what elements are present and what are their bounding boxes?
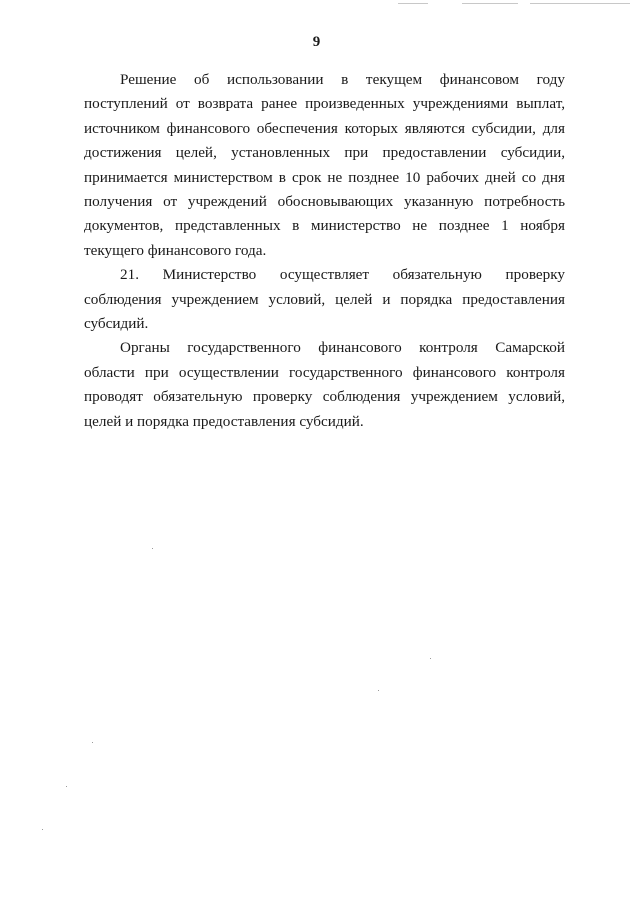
paragraph: Органы государственного финансового контроля Самарской области при осуществлении государственного финансового контроля проводят обязательную проверку соблюдения учреждением условий, целей и порядка предоставления субсидий. — [84, 339, 565, 430]
scan-speck — [152, 548, 153, 549]
scan-speck — [92, 742, 93, 743]
page-number: 9 — [312, 34, 321, 50]
document-body — [84, 68, 565, 434]
paragraph: Решение об использовании в текущем финансовом году поступлений от возврата ранее произведенных учреждениями выплат, источником финансового обеспечения которых являются субсидии, для достижения целей, установленных при предоставлении субсидии, принимается министерством в срок не позднее 10 рабочих дней со дня получения от учреждений обосновывающих указанную потребность документов, представленных в министерство не позднее 1 ноября текущего финансового года. — [84, 71, 565, 259]
scan-speck — [378, 690, 379, 691]
scan-speck — [430, 658, 431, 659]
scan-artifact — [462, 3, 518, 4]
scan-artifact — [398, 3, 428, 4]
scan-speck — [42, 829, 43, 830]
scan-speck — [66, 786, 67, 787]
scan-artifact — [530, 3, 630, 4]
paragraph: 21. Министерство осуществляет обязательную проверку соблюдения учреждением условий, целей и порядка предоставления субсидий. — [84, 266, 565, 333]
